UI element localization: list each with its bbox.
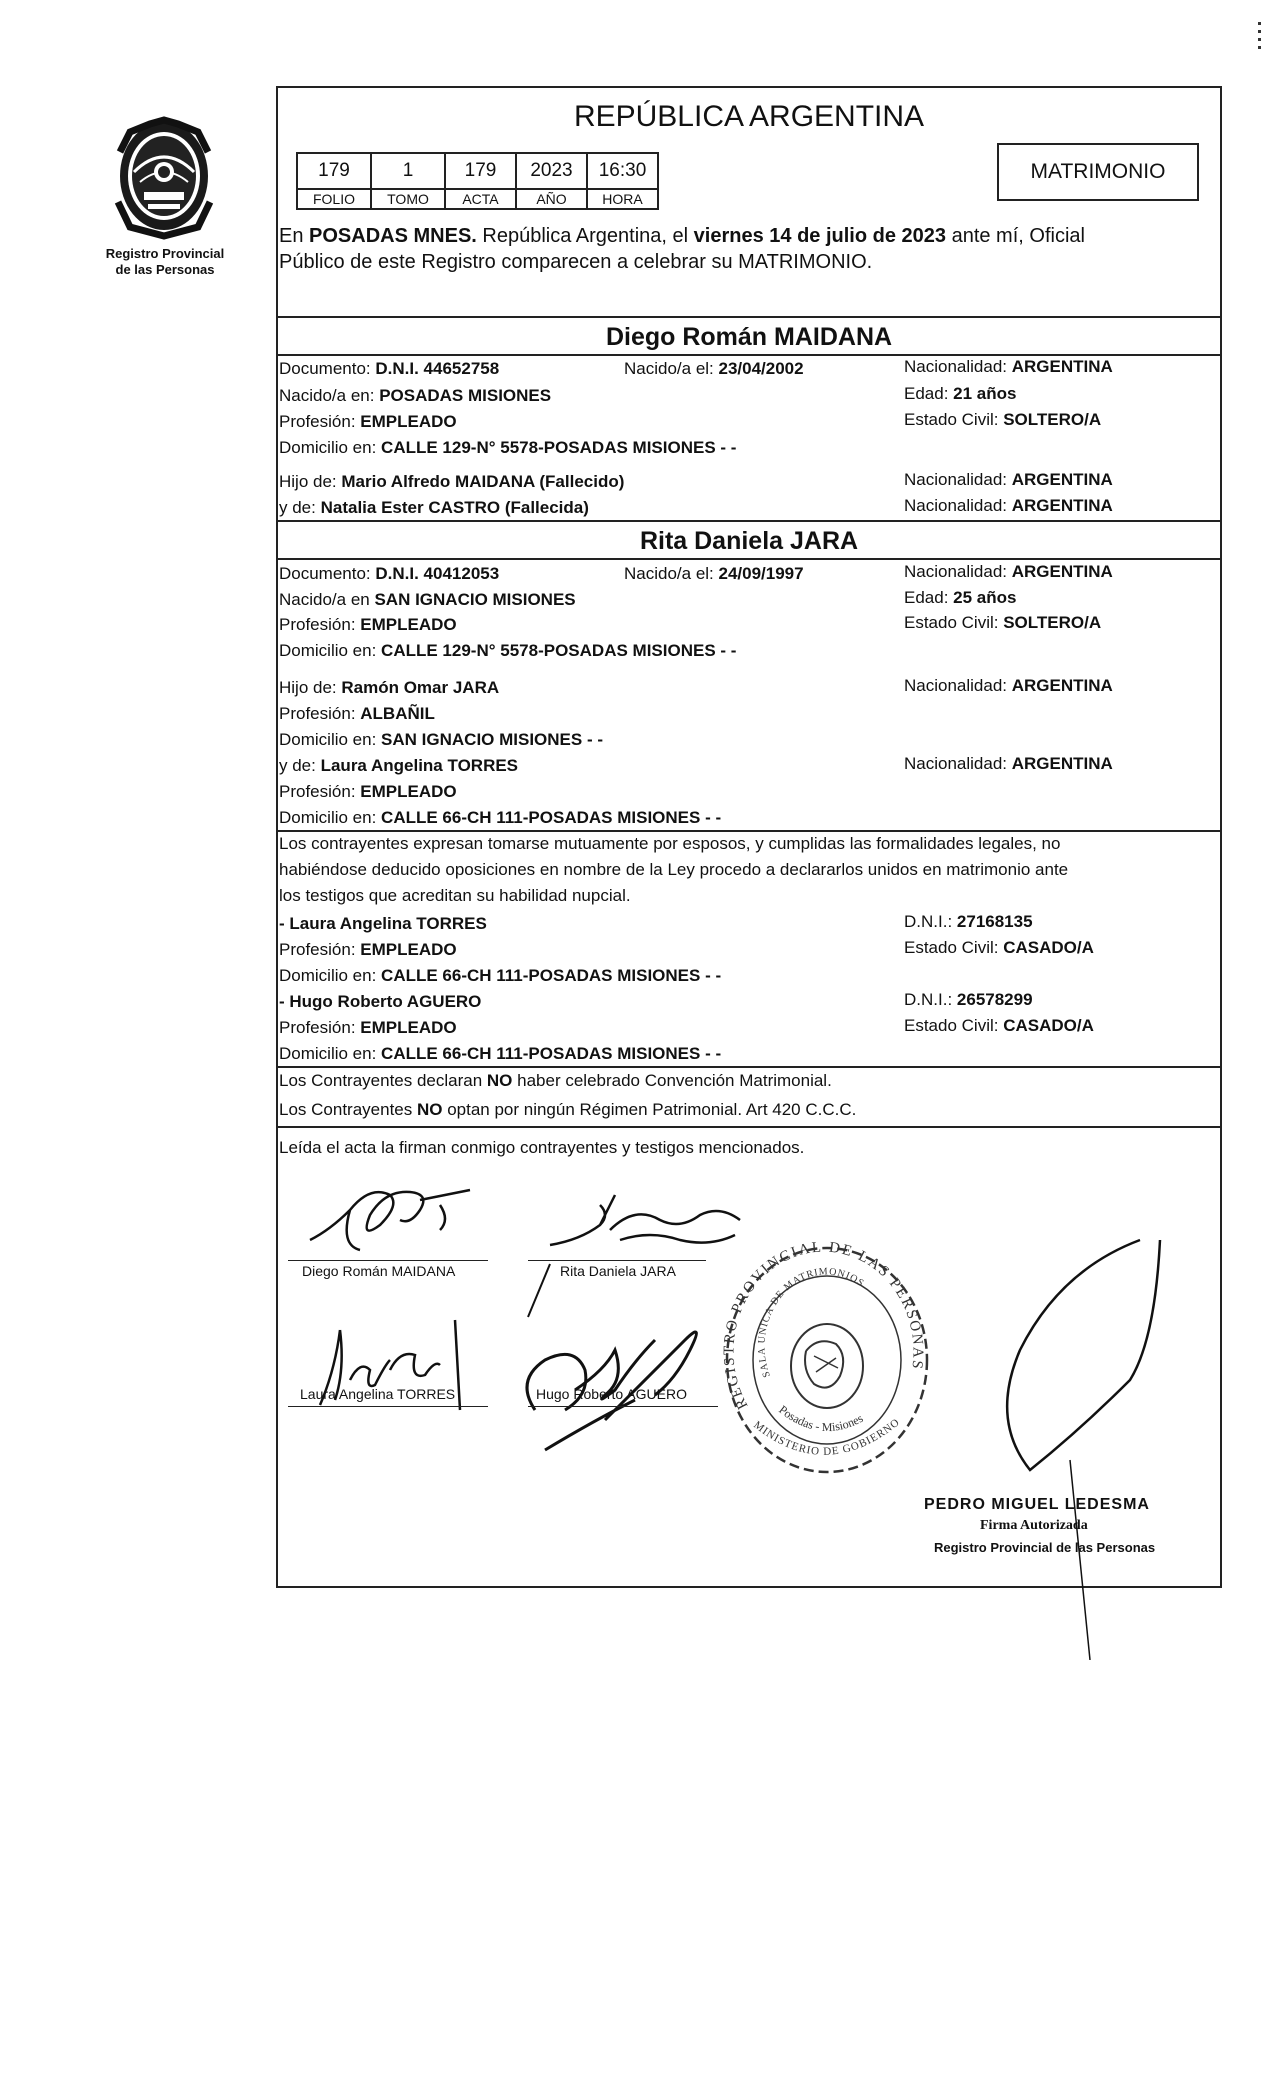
text: Los Contrayentes declaran (279, 1071, 487, 1090)
spouse1-name: Diego Román MAIDANA (605, 323, 893, 351)
anio-label: AÑO (516, 189, 587, 209)
regime-line-1 (279, 1071, 832, 1091)
divider (276, 1126, 1222, 1128)
hora-value: 16:30 (587, 153, 658, 189)
label: Nacido/a el: (624, 359, 719, 378)
label: Profesión: (279, 782, 361, 801)
divider (276, 520, 1222, 522)
spouse2-document (279, 564, 499, 584)
signature-witness2 (505, 1300, 725, 1460)
value: CASADO/A (1003, 938, 1094, 957)
label: Nacido/a en (279, 590, 375, 609)
signature-official (960, 1230, 1190, 1660)
label: Documento: (279, 564, 376, 583)
value: D.N.I. 44652758 (375, 359, 500, 378)
value: CALLE 66-CH 111-POSADAS MISIONES - - (381, 808, 722, 827)
intro-line-1 (279, 224, 1085, 248)
label: Nacionalidad: (904, 562, 1012, 581)
declaration-line-3: los testigos que acreditan su habilidad nupcial. (279, 886, 631, 905)
spouse1-age (904, 384, 1016, 404)
logo-caption-line1: Registro Provincial (105, 246, 225, 261)
spouse2-age (904, 588, 1016, 608)
value: Laura Angelina TORRES (320, 756, 519, 775)
acta-value: 179 (445, 153, 516, 189)
divider (276, 354, 1222, 356)
official-stamp (718, 1236, 936, 1484)
regime-line-2 (279, 1100, 856, 1120)
record-type-box: MATRIMONIO (997, 143, 1199, 201)
spouse2-name: Rita Daniela JARA (639, 527, 859, 555)
label: Nacionalidad: (904, 470, 1012, 489)
value: 25 años (953, 588, 1017, 607)
intro-line-2: Público de este Registro comparecen a celebrar su MATRIMONIO. (279, 251, 873, 273)
spouse1-father (279, 472, 624, 492)
value: CASADO/A (1003, 1016, 1094, 1035)
witness2-dni (904, 990, 1033, 1010)
label: Profesión: (279, 940, 361, 959)
label: Profesión: (279, 412, 361, 431)
value: SOLTERO/A (1003, 410, 1102, 429)
value: 23/04/2002 (718, 359, 804, 378)
spouse2-mother-profession (279, 782, 457, 802)
divider (276, 558, 1222, 560)
acta-label: ACTA (445, 189, 516, 209)
divider (276, 1066, 1222, 1068)
label: Domicilio en: (279, 438, 382, 457)
value: ARGENTINA (1011, 562, 1113, 581)
value: ARGENTINA (1011, 676, 1113, 695)
value: ARGENTINA (1011, 470, 1113, 489)
value: 27168135 (956, 912, 1033, 931)
spouse2-father-nationality (904, 676, 1113, 696)
label: Edad: (904, 588, 954, 607)
label: Nacido/a en: (279, 386, 380, 405)
spouse1-profession (279, 412, 457, 432)
signature-witness1 (290, 1310, 490, 1420)
spouse1-birthplace (279, 386, 551, 406)
value: 24/09/1997 (718, 564, 804, 583)
spouse2-born (624, 564, 804, 584)
spouse1-civil-status (904, 410, 1101, 430)
signature-label-spouse2: Rita Daniela JARA (560, 1263, 676, 1279)
stamp-bottom-text: Posadas - Misiones (776, 1402, 866, 1435)
value: 21 años (953, 384, 1017, 403)
spouse2-mother-nationality (904, 754, 1113, 774)
witness1-dni (904, 912, 1033, 932)
witness2-profession (279, 1018, 457, 1038)
hora-label: HORA (587, 189, 658, 209)
spouse1-born (624, 359, 804, 379)
intro-text-2: República Argentina, el (476, 225, 694, 247)
label: Profesión: (279, 1018, 361, 1037)
declaration-line-2: habiéndose deducido oposiciones en nombre de la Ley procedo a declararlos unidos en matrimonio ante (279, 860, 1069, 879)
witness2-name: - Hugo Roberto AGUERO (279, 992, 482, 1011)
label: Estado Civil: (904, 938, 1004, 957)
text: Los Contrayentes (279, 1100, 417, 1119)
signature-line (288, 1406, 488, 1407)
label: Estado Civil: (904, 1016, 1004, 1035)
intro-text-3: ante mí, Oficial (946, 225, 1085, 247)
spouse2-address (279, 641, 736, 661)
label: Nacionalidad: (904, 496, 1012, 515)
witness1-name: - Laura Angelina TORRES (279, 914, 487, 933)
label: Profesión: (279, 615, 361, 634)
spouse1-father-nationality (904, 470, 1113, 490)
folio-value: 179 (297, 153, 371, 189)
stamp-inner-text: SALA UNICA DE MATRIMONIOS (756, 1266, 867, 1379)
witness2-civil-status (904, 1016, 1094, 1036)
label: Hijo de: (279, 678, 342, 697)
label: Nacionalidad: (904, 676, 1012, 695)
label: Hijo de: (279, 472, 342, 491)
tomo-label: TOMO (371, 189, 445, 209)
value: ARGENTINA (1011, 754, 1113, 773)
spouse1-nationality (904, 357, 1113, 377)
intro-date: viernes 14 de julio de 2023 (693, 225, 947, 247)
witness1-civil-status (904, 938, 1094, 958)
official-title: Firma Autorizada (980, 1518, 1088, 1533)
registry-logo (100, 112, 230, 292)
value: ALBAÑIL (360, 704, 435, 723)
spouse2-profession (279, 615, 457, 635)
text-bold: NO (416, 1100, 443, 1119)
spouse2-father (279, 678, 499, 698)
value: EMPLEADO (360, 615, 457, 634)
divider (276, 316, 1222, 318)
label: Nacionalidad: (904, 754, 1012, 773)
province-seal-icon (100, 112, 230, 242)
witness1-profession (279, 940, 457, 960)
divider (276, 830, 1222, 832)
value: SOLTERO/A (1003, 613, 1102, 632)
label: Domicilio en: (279, 808, 382, 827)
spouse2-mother (279, 756, 518, 776)
closing-text: Leída el acta la firman conmigo contrayentes y testigos mencionados. (279, 1138, 805, 1157)
label: Domicilio en: (279, 730, 382, 749)
value: SAN IGNACIO MISIONES (374, 590, 576, 609)
value: EMPLEADO (360, 940, 457, 959)
value: EMPLEADO (360, 412, 457, 431)
witness2-address (279, 1044, 721, 1064)
spouse2-mother-address (279, 808, 721, 828)
tomo-value: 1 (371, 153, 445, 189)
signature-line (528, 1260, 706, 1261)
signature-line (288, 1260, 488, 1261)
signature-label-witness2: Hugo Roberto AGUERO (536, 1386, 687, 1402)
label: Estado Civil: (904, 410, 1004, 429)
value: CALLE 66-CH 111-POSADAS MISIONES - - (381, 966, 722, 985)
label: Domicilio en: (279, 641, 382, 660)
intro-place: POSADAS MNES. (309, 225, 477, 247)
svg-text:SALA UNICA DE MATRIMONIOS (756, 1266, 866, 1378)
text: optan por ningún Régimen Patrimonial. Art 420 C.C.C. (442, 1100, 857, 1119)
value: D.N.I. 40412053 (375, 564, 500, 583)
label: Estado Civil: (904, 613, 1004, 632)
stamp-outer-text: REGISTRO PROVINCIAL DE LAS PERSONAS (721, 1239, 926, 1412)
label: Profesión: (279, 704, 361, 723)
value: ARGENTINA (1011, 357, 1113, 376)
text-bold: NO (486, 1071, 513, 1090)
anio-value: 2023 (516, 153, 587, 189)
label: Nacionalidad: (904, 357, 1012, 376)
spouse1-document (279, 359, 499, 379)
label: Edad: (904, 384, 954, 403)
label: D.N.I.: (904, 912, 957, 931)
value: Natalia Ester CASTRO (Fallecida) (320, 498, 589, 517)
value: CALLE 66-CH 111-POSADAS MISIONES - - (381, 1044, 722, 1063)
spouse1-address (279, 438, 736, 458)
intro-text-1: En (279, 225, 310, 247)
signature-line (528, 1406, 718, 1407)
value: ARGENTINA (1011, 496, 1113, 515)
value: EMPLEADO (360, 1018, 457, 1037)
logo-caption-line2: de las Personas (115, 262, 215, 277)
value: POSADAS MISIONES (379, 386, 552, 405)
text: haber celebrado Convención Matrimonial. (512, 1071, 832, 1090)
scan-marks (1258, 22, 1262, 52)
value: SAN IGNACIO MISIONES - - (381, 730, 604, 749)
spouse1-mother (279, 498, 589, 518)
spouse2-father-address (279, 730, 603, 750)
value: 26578299 (956, 990, 1033, 1009)
value: Ramón Omar JARA (341, 678, 500, 697)
spouse2-civil-status (904, 613, 1101, 633)
value: Mario Alfredo MAIDANA (Fallecido) (341, 472, 625, 491)
value: CALLE 129-N° 5578-POSADAS MISIONES - - (381, 641, 737, 660)
spouse1-mother-nationality (904, 496, 1113, 516)
folio-label: FOLIO (297, 189, 371, 209)
registry-table (296, 152, 659, 210)
label: D.N.I.: (904, 990, 957, 1009)
official-name: PEDRO MIGUEL LEDESMA (924, 1496, 1150, 1513)
value: EMPLEADO (360, 782, 457, 801)
spouse2-birthplace (279, 590, 576, 610)
label: Domicilio en: (279, 966, 382, 985)
witness1-address (279, 966, 721, 986)
signature-spouse1 (290, 1170, 490, 1260)
page-title: REPÚBLICA ARGENTINA (573, 100, 925, 133)
spouse2-nationality (904, 562, 1113, 582)
spouse2-father-profession (279, 704, 435, 724)
label: Documento: (279, 359, 376, 378)
stamp-ministry-text: MINISTERIO DE GOBIERNO (751, 1416, 903, 1458)
signature-label-spouse1: Diego Román MAIDANA (302, 1263, 456, 1279)
official-org: Registro Provincial de las Personas (934, 1540, 1156, 1555)
label: Nacido/a el: (624, 564, 719, 583)
label: y de: (279, 756, 321, 775)
label: Domicilio en: (279, 1044, 382, 1063)
signature-label-witness1: Laura Angelina TORRES (300, 1386, 456, 1402)
value: CALLE 129-N° 5578-POSADAS MISIONES - - (381, 438, 737, 457)
declaration-line-1: Los contrayentes expresan tomarse mutuamente por esposos, y cumplidas las formalidades legales, no (279, 834, 1061, 853)
label: y de: (279, 498, 321, 517)
